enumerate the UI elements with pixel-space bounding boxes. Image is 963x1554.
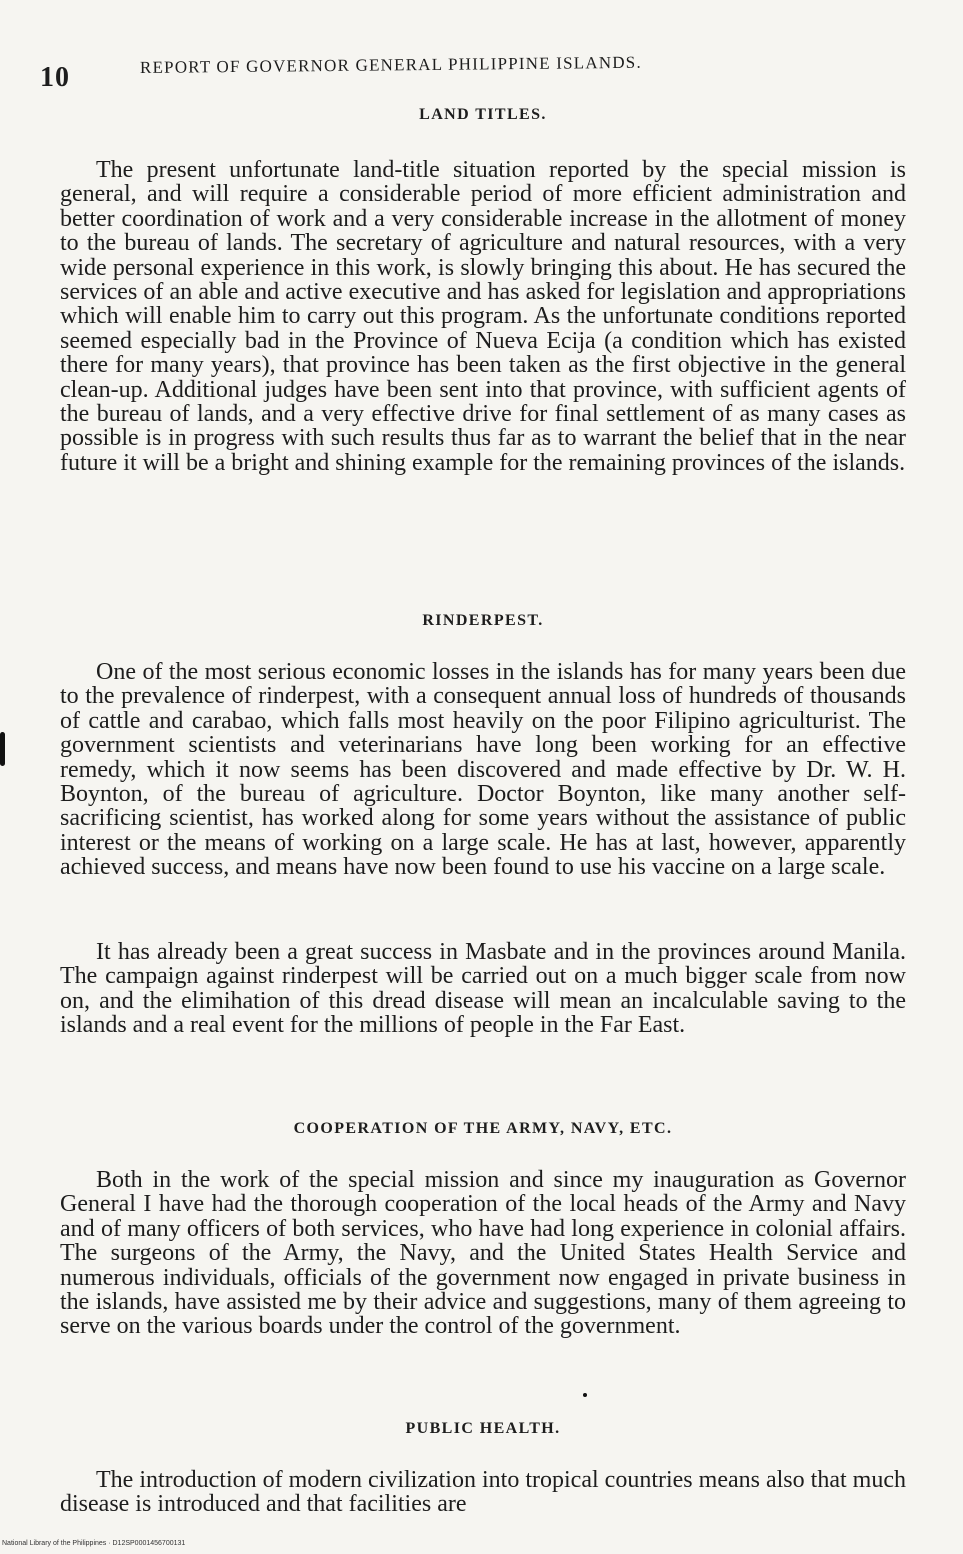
scan-dot xyxy=(583,1393,587,1397)
section-heading-public-health: PUBLIC HEALTH. xyxy=(405,1420,561,1437)
page-number: 10 xyxy=(40,62,70,93)
paragraph-land-titles: The present unfortunate land-title situation reported by the special mission is general, and will require a considerable period of more efficient administration and better coordination of work and a very considerable increase in the allotment of money to the bureau of lands. The secretary of agriculture and natural resources, with a very wide personal experience in this work, is slowly bringing this about. He has secured the services of an able and active executive and has asked for legislation and appropriations which will enable him to carry out this program. As the unfortunate conditions reported seemed especially bad in the Province of Nueva Ecija (a condition which has existed there for many years), that province has been taken as the first objective in the general clean-up. Additional judges have been sent into that province, with sufficient agents of the bureau of lands, and a very effective drive for final settlement of as many cases as possible is in progress with such results thus far as to warrant the belief that in the near future it will be a bright and shining example for the remaining provinces of the islands. xyxy=(60,157,906,476)
report-title: REPORT OF GOVERNOR GENERAL PHILIPPINE ISLANDS. xyxy=(139,52,642,77)
running-head xyxy=(40,52,920,98)
section-heading-rinderpest: RINDERPEST. xyxy=(422,612,544,629)
scan-source-line: National Library of the Philippines · D12SP0001456700131 xyxy=(2,1540,186,1547)
paragraph-rinderpest-2: It has already been a great success in Masbate and in the provinces around Manila. The campaign against rinderpest will be carried out on a much bigger scale from now on, and the elimihation of this dread disease will mean an incalculable saving to the islands and a real event for the millions of people in the Far East. xyxy=(60,939,906,1039)
section-heading-land-titles: LAND TITLES. xyxy=(419,106,547,123)
section-heading-cooperation: COOPERATION OF THE ARMY, NAVY, ETC. xyxy=(293,1120,673,1137)
paragraph-rinderpest-1: One of the most serious economic losses in the islands has for many years been due to the prevalence of rinderpest, with a consequent annual loss of hundreds of thousands of cattle and carabao, which falls most heavily on the poor Filipino agriculturist. The government scientists and veterinarians have long been working for an effective remedy, which it now seems has been discovered and made effective by Dr. W. H. Boynton, of the bureau of agriculture. Doctor Boynton, like many another self-sacrificing scientist, has worked along for some years without the assistance of public interest or the means of working on a large scale. He has at last, however, apparently achieved success, and means have now been found to use his vaccine on a large scale. xyxy=(60,659,906,881)
paragraph-public-health: The introduction of modern civilization into tropical countries means also that much disease is introduced and that facilities are xyxy=(60,1467,906,1518)
paragraph-cooperation: Both in the work of the special mission and since my inauguration as Governor General I have had the thorough cooperation of the local heads of the Army and Navy and of many officers of both services, who have had long experience in colonial affairs. The surgeons of the Army, the Navy, and the United States Health Service and numerous individuals, officials of the government now engaged in private business in the islands, have assisted me by their advice and suggestions, many of them agreeing to serve on the various boards under the control of the government. xyxy=(60,1167,906,1340)
scan-speck xyxy=(0,732,5,766)
